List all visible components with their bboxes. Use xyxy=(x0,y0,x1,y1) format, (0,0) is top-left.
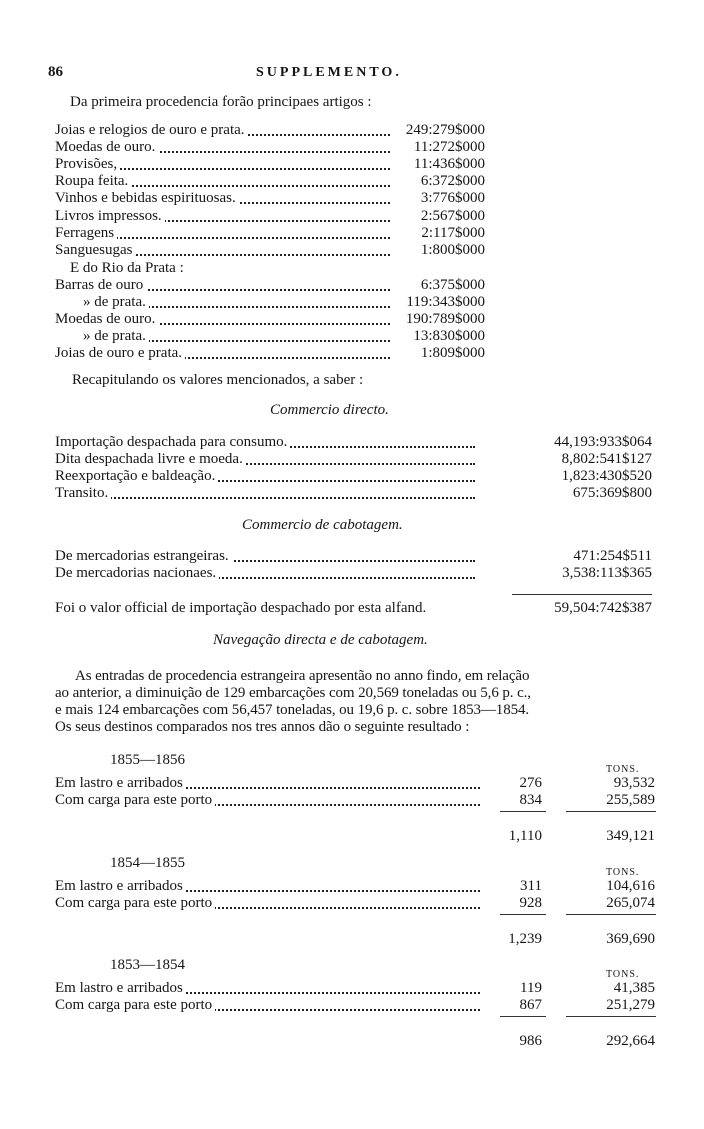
item-value: 928 xyxy=(516,895,543,912)
item-value: 675:369$800 xyxy=(569,485,652,502)
tons-header: TONS. xyxy=(606,867,640,878)
item-value: 276 xyxy=(516,775,543,792)
item-value: 44,193:933$064 xyxy=(550,434,652,451)
total-tons: 369,690 xyxy=(606,931,655,947)
item-label: Dita despachada livre e moeda. xyxy=(55,451,246,468)
item-label: Vinhos e bebidas espirituosas. xyxy=(55,190,239,207)
item-value: 119:343$000 xyxy=(402,294,485,311)
divider xyxy=(566,811,656,812)
year-label: 1855—1856 xyxy=(110,752,185,768)
item-value: 867 xyxy=(516,997,543,1014)
divider xyxy=(500,811,546,812)
list-item xyxy=(55,792,655,809)
item-value: 6:372$000 xyxy=(417,173,485,190)
year-label: 1854—1855 xyxy=(110,855,185,871)
page-number: 86 xyxy=(48,64,63,80)
item-label: Em lastro e arribados xyxy=(55,878,186,895)
total-label: Foi o valor official de importação despachado por esta alfand. xyxy=(55,600,429,617)
item-label: De mercadorias estrangeiras. xyxy=(55,548,232,565)
tons-header: TONS. xyxy=(606,969,640,980)
tons-header: TONS. xyxy=(606,764,640,775)
paragraph-line: e mais 124 embarcações com 56,457 toneladas, ou 19,6 p. c. sobre 1853—1854. xyxy=(55,702,530,718)
item-label: » de prata. xyxy=(55,294,149,311)
dot-leader xyxy=(55,497,475,499)
list-item xyxy=(55,294,485,311)
rio-heading: E do Rio da Prata : xyxy=(70,260,184,276)
item-value: 119 xyxy=(516,980,542,997)
list-item xyxy=(55,775,655,792)
list-item xyxy=(55,878,655,895)
year-label: 1853—1854 xyxy=(110,957,185,973)
cabotage-heading: Commercio de cabotagem. xyxy=(242,517,403,533)
item-value: 311 xyxy=(516,878,542,895)
total-value: 59,504:742$387 xyxy=(550,600,652,617)
total-tons: 349,121 xyxy=(606,828,655,844)
tons-value: 251,279 xyxy=(602,997,655,1014)
list-item xyxy=(55,173,485,190)
item-value: 6:375$000 xyxy=(417,277,485,294)
divider xyxy=(500,1016,546,1017)
list-item xyxy=(55,451,652,468)
item-label: Em lastro e arribados xyxy=(55,775,186,792)
item-value: 3:776$000 xyxy=(417,190,485,207)
list-item xyxy=(55,156,485,173)
list-item xyxy=(55,997,655,1014)
item-value: 1,823:430$520 xyxy=(558,468,652,485)
list-item xyxy=(55,190,485,207)
total-row xyxy=(55,600,652,617)
item-label: Moedas de ouro. xyxy=(55,311,158,328)
tons-value: 255,589 xyxy=(602,792,655,809)
list-item xyxy=(55,895,655,912)
item-label: Transito. xyxy=(55,485,111,502)
item-label: Joias e relogios de ouro e prata. xyxy=(55,122,248,139)
item-value: 1:809$000 xyxy=(417,345,485,362)
tons-value: 41,385 xyxy=(610,980,655,997)
list-item xyxy=(55,345,485,362)
item-label: Com carga para este porto xyxy=(55,997,215,1014)
item-value: 3,538:113$365 xyxy=(558,565,652,582)
item-label: Moedas de ouro. xyxy=(55,139,158,156)
item-label: » de prata. xyxy=(55,328,149,345)
item-label: Livros impressos. xyxy=(55,208,165,225)
item-value: 471:254$511 xyxy=(569,548,652,565)
divider xyxy=(500,914,546,915)
item-label: Reexportação e baldeação. xyxy=(55,468,218,485)
paragraph-line: Os seus destinos comparados nos tres annos dão o seguinte resultado : xyxy=(55,719,470,735)
list-item xyxy=(55,277,485,294)
total-count: 986 xyxy=(519,1033,542,1049)
list-item xyxy=(55,139,485,156)
item-label: Ferragens xyxy=(55,225,117,242)
list-item xyxy=(55,485,652,502)
item-label: Provisões, xyxy=(55,156,120,173)
list-item xyxy=(55,980,655,997)
list-item xyxy=(55,328,485,345)
total-count: 1,239 xyxy=(508,931,542,947)
paragraph-line: ao anterior, a diminuição de 129 embarcações com 20,569 toneladas ou 5,6 p. c., xyxy=(55,685,531,701)
list-item xyxy=(55,311,485,328)
navigation-heading: Navegação directa e de cabotagem. xyxy=(213,632,428,648)
list-item xyxy=(55,225,485,242)
item-value: 2:117$000 xyxy=(417,225,485,242)
item-label: Sanguesugas xyxy=(55,242,136,259)
item-value: 190:789$000 xyxy=(402,311,485,328)
list-item xyxy=(55,242,485,259)
item-label: Barras de ouro xyxy=(55,277,146,294)
intro-text: Da primeira procedencia forão principaes artigos : xyxy=(70,94,372,110)
item-value: 13:830$000 xyxy=(409,328,485,345)
tons-value: 93,532 xyxy=(610,775,655,792)
item-value: 1:800$000 xyxy=(417,242,485,259)
item-value: 11:436$000 xyxy=(410,156,485,173)
item-label: Com carga para este porto xyxy=(55,792,215,809)
item-value: 8,802:541$127 xyxy=(558,451,652,468)
total-count: 1,110 xyxy=(508,828,542,844)
total-tons: 292,664 xyxy=(606,1033,655,1049)
divider xyxy=(512,594,652,595)
item-value: 249:279$000 xyxy=(402,122,485,139)
item-label: Em lastro e arribados xyxy=(55,980,186,997)
divider xyxy=(566,914,656,915)
direct-heading: Commercio directo. xyxy=(270,402,389,418)
item-value: 2:567$000 xyxy=(417,208,485,225)
item-label: Importação despachada para consumo. xyxy=(55,434,290,451)
list-item xyxy=(55,434,652,451)
running-title: SUPPLEMENTO. xyxy=(256,65,402,80)
list-item xyxy=(55,468,652,485)
item-value: 11:272$000 xyxy=(410,139,485,156)
list-item xyxy=(55,565,652,582)
divider xyxy=(566,1016,656,1017)
tons-value: 104,616 xyxy=(602,878,655,895)
item-label: De mercadorias nacionaes. xyxy=(55,565,219,582)
recap-text: Recapitulando os valores mencionados, a saber : xyxy=(72,372,364,388)
list-item xyxy=(55,122,485,139)
item-value: 834 xyxy=(516,792,543,809)
item-label: Joias de ouro e prata. xyxy=(55,345,185,362)
paragraph-line: As entradas de procedencia estrangeira apresentão no anno findo, em relação xyxy=(75,668,530,684)
list-item xyxy=(55,548,652,565)
item-label: Roupa feita. xyxy=(55,173,131,190)
list-item xyxy=(55,208,485,225)
tons-value: 265,074 xyxy=(602,895,655,912)
item-label: Com carga para este porto xyxy=(55,895,215,912)
